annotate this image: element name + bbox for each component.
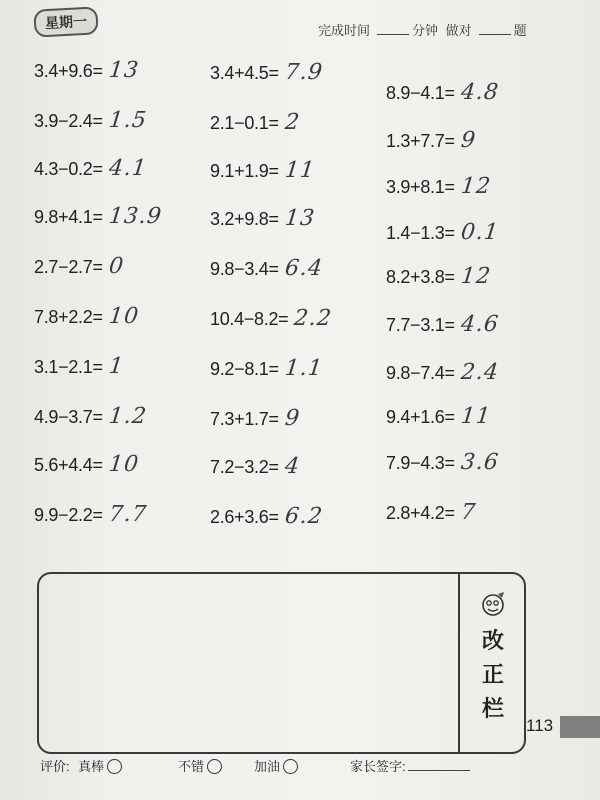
minutes-label: 分钟 <box>412 23 439 38</box>
handwritten-answer: 11 <box>459 404 492 429</box>
handwritten-answer: 11 <box>283 158 316 183</box>
handwritten-answer: 3.6 <box>459 450 500 475</box>
problem-item: 9.4+1.6= 11 <box>386 404 492 429</box>
problem-item: 9.2−8.1= 1.1 <box>210 356 324 381</box>
problem-item: 4.3−0.2= 4.1 <box>34 156 148 181</box>
handwritten-answer: 1.2 <box>107 404 148 429</box>
handwritten-answer: 13.9 <box>107 204 163 229</box>
problem-item: 3.4+4.5= 7.9 <box>210 60 324 85</box>
handwritten-answer: 6.4 <box>283 256 324 281</box>
handwritten-answer: 2.2 <box>293 306 334 331</box>
rating-great[interactable]: 真棒 <box>78 756 122 775</box>
pencil-face-icon <box>479 590 507 618</box>
handwritten-answer: 12 <box>459 174 492 199</box>
problem-item: 2.6+3.6= 6.2 <box>210 504 324 529</box>
rating-keep-going[interactable]: 加油 <box>254 756 298 775</box>
handwritten-answer: 9 <box>459 128 477 153</box>
problem-item: 4.9−3.7= 1.2 <box>34 404 148 429</box>
problem-item: 3.1−2.1= 1 <box>34 354 125 379</box>
handwritten-answer: 1.5 <box>107 108 148 133</box>
problem-item: 3.2+9.8= 13 <box>210 206 316 231</box>
smiley-icon <box>107 759 122 774</box>
handwritten-answer: 0 <box>107 254 125 279</box>
problem-item: 7.7−3.1= 4.6 <box>386 312 500 337</box>
problem-item: 3.9−2.4= 1.5 <box>34 108 148 133</box>
problem-item: 2.8+4.2= 7 <box>386 500 477 525</box>
handwritten-answer: 4.1 <box>107 156 148 181</box>
handwritten-answer: 13 <box>107 58 140 83</box>
correction-box[interactable] <box>37 572 526 754</box>
problem-item: 9.8−3.4= 6.4 <box>210 256 324 281</box>
problem-item: 5.6+4.4= 10 <box>34 452 140 477</box>
problem-item: 7.8+2.2= 10 <box>34 304 140 329</box>
smiley-icon <box>207 759 222 774</box>
problem-item: 9.8+4.1= 13.9 <box>34 204 163 229</box>
day-label: 星期一 <box>33 6 98 37</box>
parent-signature[interactable]: 家长签字: <box>350 756 470 775</box>
problem-item: 1.4−1.3= 0.1 <box>386 220 500 245</box>
handwritten-answer: 2.4 <box>459 360 500 385</box>
correction-title <box>470 590 516 726</box>
correction-box-divider <box>458 572 460 752</box>
handwritten-answer: 7.7 <box>107 502 148 527</box>
handwritten-answer: 10 <box>107 452 140 477</box>
problem-item: 1.3+7.7= 9 <box>386 128 477 153</box>
handwritten-answer: 7 <box>459 500 477 525</box>
problem-item: 8.9−4.1= 4.8 <box>386 80 500 105</box>
correction-title-char: 改 <box>481 628 504 653</box>
problem-item: 10.4−8.2= 2.2 <box>210 306 334 331</box>
smiley-icon <box>283 759 298 774</box>
questions-label: 题 <box>513 23 527 38</box>
correction-title-char: 正 <box>481 662 504 687</box>
handwritten-answer: 6.2 <box>283 504 324 529</box>
handwritten-answer: 4.6 <box>459 312 500 337</box>
handwritten-answer: 4.8 <box>459 80 500 105</box>
problem-item: 8.2+3.8= 12 <box>386 264 492 289</box>
handwritten-answer: 0.1 <box>459 220 500 245</box>
problem-item: 3.9+8.1= 12 <box>386 174 492 199</box>
signature-line[interactable] <box>408 770 470 771</box>
correction-title-char: 栏 <box>481 696 504 721</box>
handwritten-answer: 1 <box>107 354 125 379</box>
problem-item: 3.4+9.6= 13 <box>34 58 140 83</box>
problem-item: 7.2−3.2= 4 <box>210 454 301 479</box>
handwritten-answer: 1.1 <box>283 356 324 381</box>
problem-item: 7.9−4.3= 3.6 <box>386 450 500 475</box>
handwritten-answer: 7.9 <box>283 60 324 85</box>
problem-item: 9.9−2.2= 7.7 <box>34 502 148 527</box>
handwritten-answer: 9 <box>283 406 301 431</box>
rating-good[interactable]: 不错 <box>178 756 222 775</box>
page-tab <box>560 716 600 738</box>
handwritten-answer: 13 <box>283 206 316 231</box>
completion-time-label: 完成时间 <box>318 23 371 38</box>
page-number: 113 <box>526 716 554 735</box>
handwritten-answer: 2 <box>283 110 301 135</box>
problem-item: 7.3+1.7= 9 <box>210 406 301 431</box>
handwritten-answer: 12 <box>459 264 492 289</box>
handwritten-answer: 4 <box>283 454 301 479</box>
rating-label: 评价: <box>40 759 70 774</box>
problem-item: 9.1+1.9= 11 <box>210 158 316 183</box>
correct-label: 做对 <box>445 23 472 38</box>
problem-item: 9.8−7.4= 2.4 <box>386 360 500 385</box>
problem-item: 2.7−2.7= 0 <box>34 254 125 279</box>
problem-item: 2.1−0.1= 2 <box>210 110 301 135</box>
handwritten-answer: 10 <box>107 304 140 329</box>
